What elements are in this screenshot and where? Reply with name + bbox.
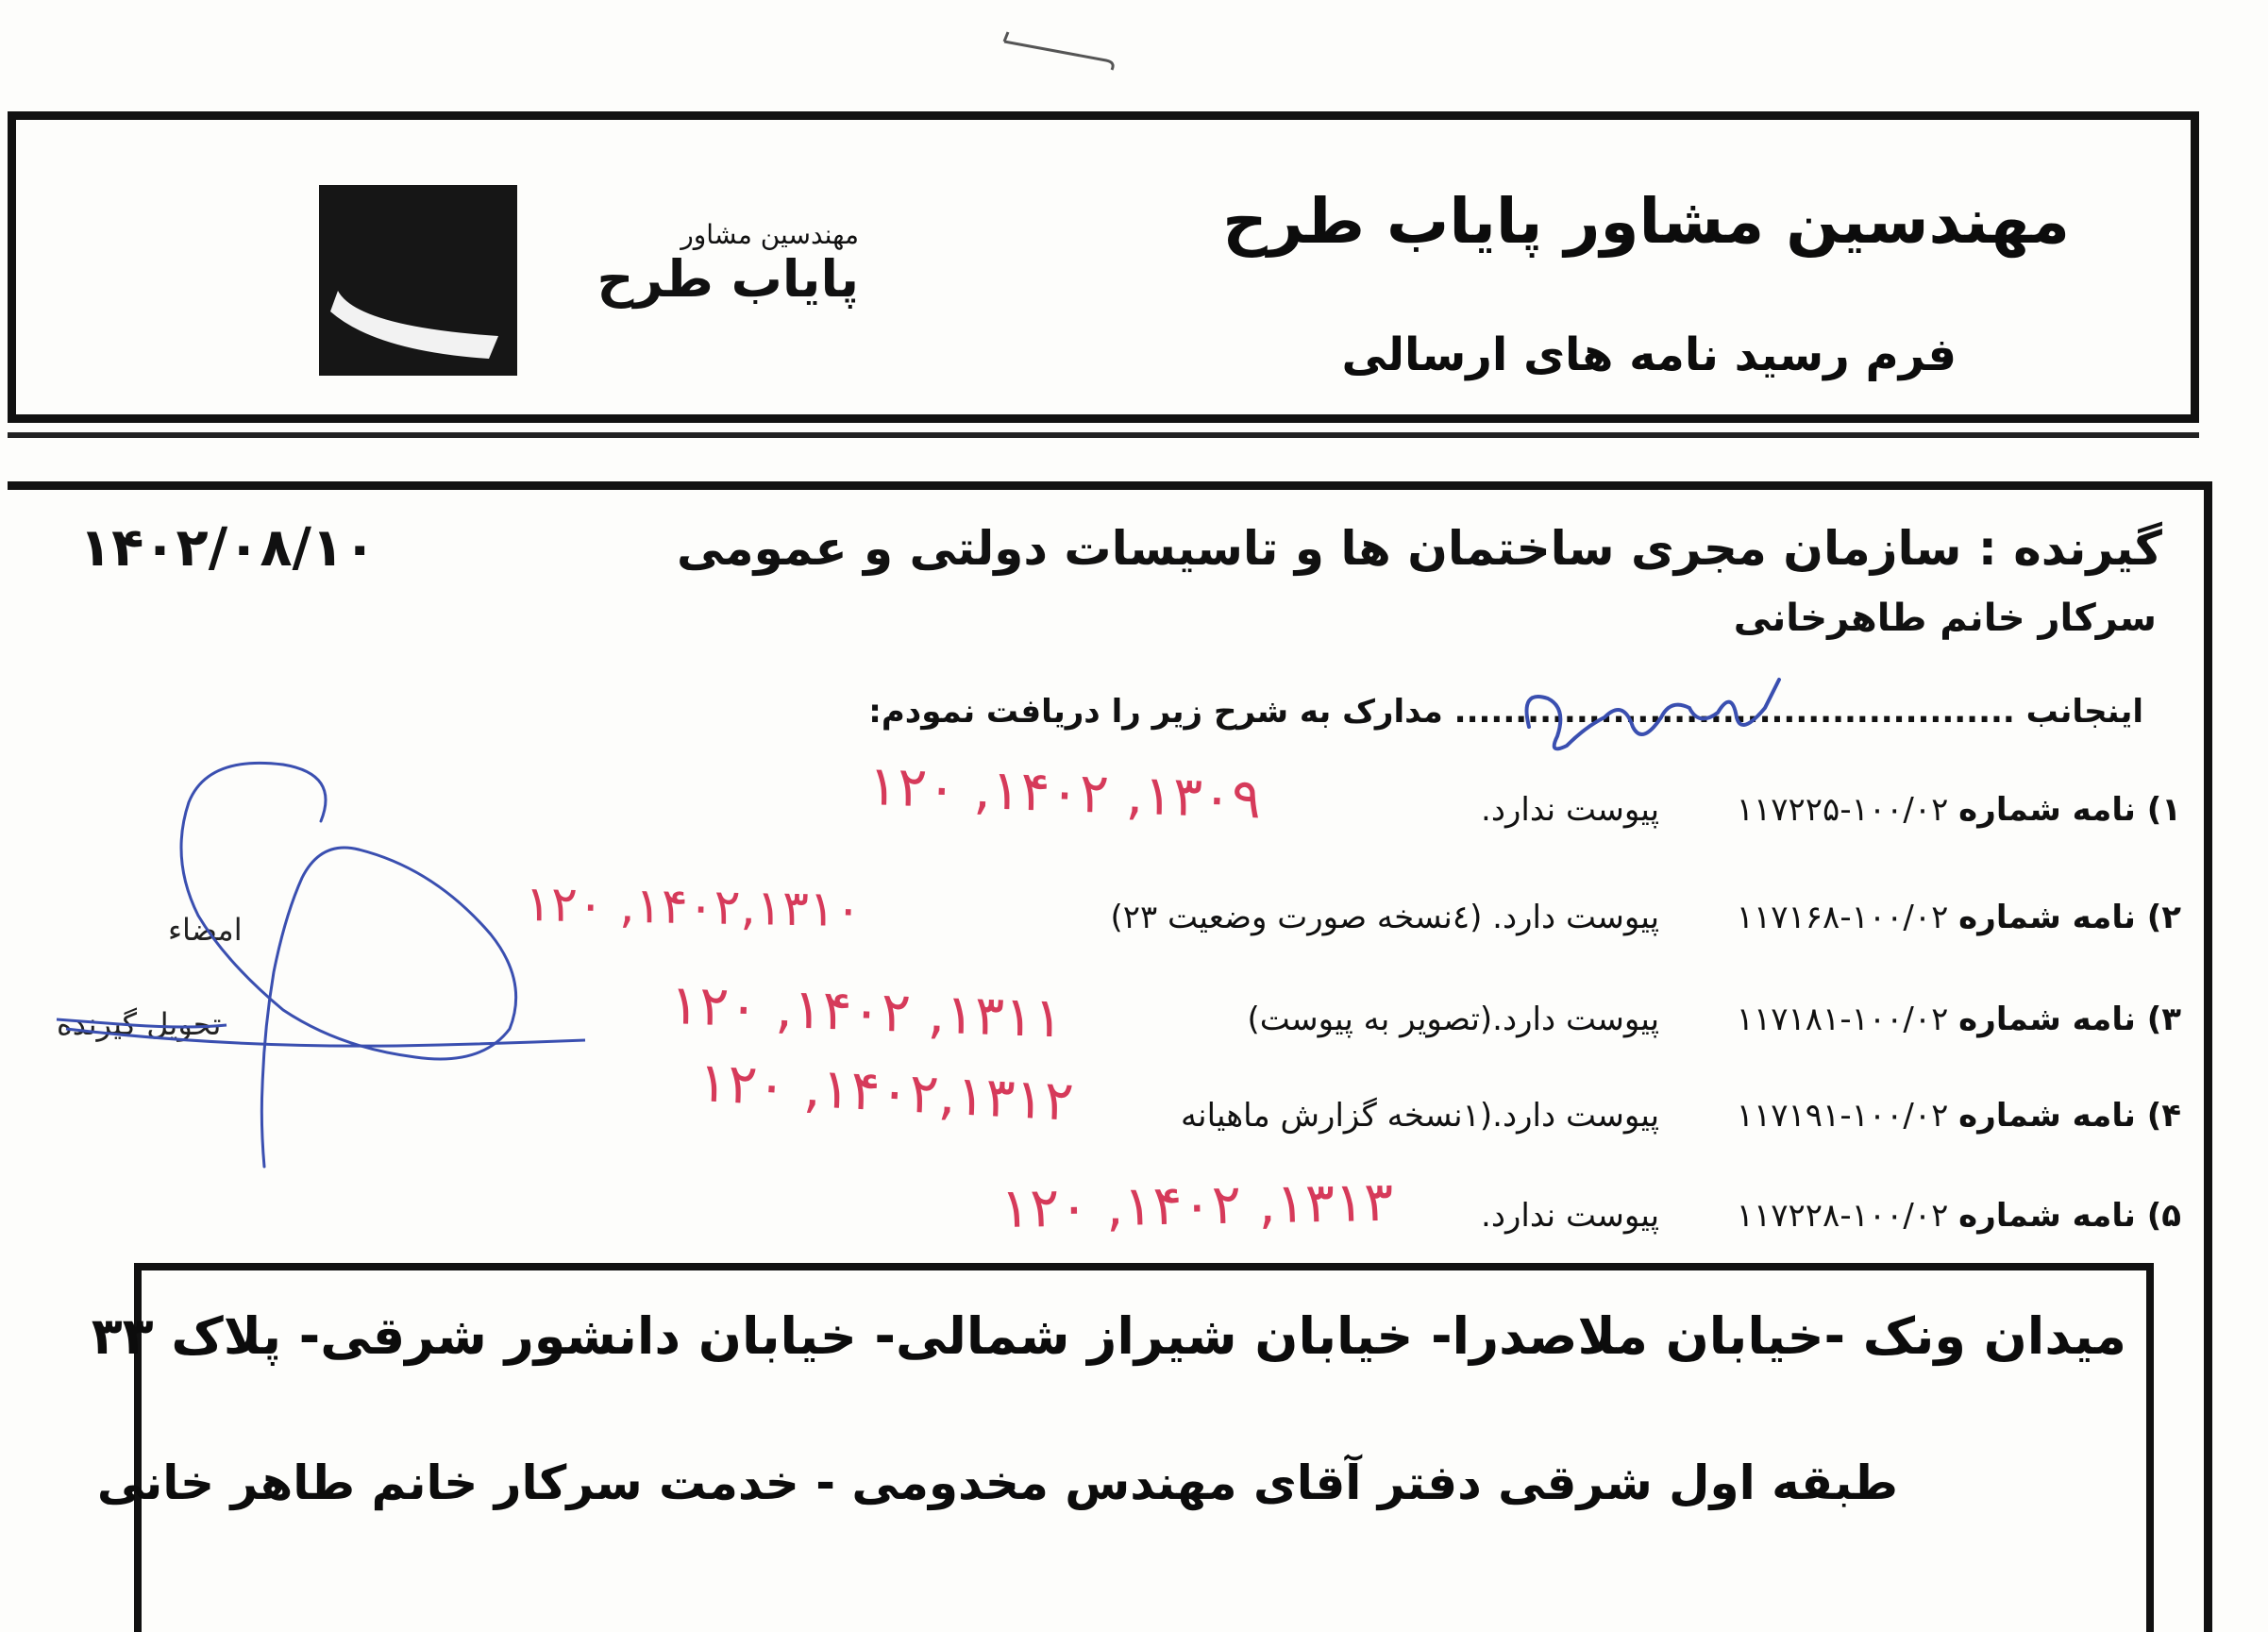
handwritten-reference-number: ۱۲۰ ,۱۴۰۲ ,۱۳۱۱ — [668, 972, 1065, 1051]
letter-row — [1247, 1001, 2181, 1038]
logo-big-text: پایاب طرح — [596, 249, 859, 309]
handwritten-reference-number: ۱۲۰ ,۱۴۰۲ ,۱۳۰۹ — [866, 753, 1263, 832]
staple-mark — [1000, 28, 1123, 76]
letter-label: ۴) نامه شماره — [1958, 1097, 2181, 1135]
logo-mark-icon — [319, 185, 517, 376]
handwritten-signature — [38, 746, 623, 1180]
letter-number: ۱۰۰/۰۲-۱۱۷۱۸۱ — [1736, 1001, 1949, 1038]
letter-attachment: پیوست ندارد. — [1481, 791, 1660, 829]
letter-label: ۲) نامه شماره — [1958, 899, 2181, 936]
letter-number: ۱۰۰/۰۲-۱۱۷۱۶۸ — [1736, 899, 1949, 936]
address-line-2: طبقه اول شرقی دفتر آقای مهندس مخدومی - خدمت سرکار خانم طاهر خانی — [96, 1455, 1898, 1510]
handwritten-reference-number: ۱۲۰ ,۱۴۰۲,۱۳۱۰ — [524, 876, 863, 939]
logo-wordmark — [538, 219, 859, 309]
handwritten-reference-number: ۱۲۰ ,۱۴۰۲ ,۱۳۱۳ — [1000, 1169, 1394, 1240]
address-line-1: میدان ونک -خیابان ملاصدرا- خیابان شیراز شمالی- خیابان دانشور شرقی- پلاک ۳۳ — [91, 1306, 2126, 1366]
handwritten-recipient-name — [1510, 661, 1793, 765]
letter-label: ۳) نامه شماره — [1958, 1001, 2181, 1038]
acknowledgement-text: اینجانب .............................................. مدارک به شرح زیر را دریافت نمودم: — [868, 693, 2143, 731]
letter-number: ۱۰۰/۰۲-۱۱۷۱۹۱ — [1736, 1097, 1949, 1135]
letter-row — [1110, 899, 2181, 936]
letter-number: ۱۰۰/۰۲-۱۱۷۲۲۵ — [1736, 791, 1949, 829]
logo-small-text: مهندسین مشاور — [680, 219, 859, 250]
letter-attachment: پیوست دارد.(تصویر به پیوست) — [1247, 1001, 1660, 1038]
recipient-line: گیرنده : سازمان مجری ساختمان ها و تاسیسات دولتی و عمومی — [677, 521, 2162, 576]
form-title: فرم رسید نامه های ارسالی — [1341, 328, 1957, 381]
recipient-attention: سرکار خانم طاهرخانی — [1733, 597, 2157, 640]
letter-attachment: پیوست ندارد. — [1481, 1197, 1660, 1235]
letter-label: ۵) نامه شماره — [1958, 1197, 2181, 1235]
letter-label: ۱) نامه شماره — [1958, 791, 2181, 829]
letter-attachment: پیوست دارد.(۱نسخه گزارش ماهیانه — [1180, 1097, 1660, 1135]
letter-row — [1481, 1197, 2181, 1235]
letter-row — [1481, 791, 2181, 829]
document-date: ۱۴۰۲/۰۸/۱۰ — [79, 517, 377, 579]
company-logo — [319, 185, 517, 376]
header-divider — [8, 432, 2199, 438]
signature-label: امضاء — [168, 912, 243, 948]
handwritten-reference-number: ۱۲۰ ,۱۴۰۲,۱۳۱۲ — [697, 1050, 1076, 1134]
receiver-label: تحویل گیرنده — [57, 1006, 222, 1042]
company-name: مهندسین مشاور پایاب طرح — [1222, 185, 2070, 258]
letter-row — [1181, 1097, 2181, 1135]
letter-number: ۱۰۰/۰۲-۱۱۷۲۲۸ — [1736, 1197, 1949, 1235]
letter-attachment: پیوست دارد. (٤نسخه صورت وضعیت ۲۳) — [1110, 899, 1660, 936]
